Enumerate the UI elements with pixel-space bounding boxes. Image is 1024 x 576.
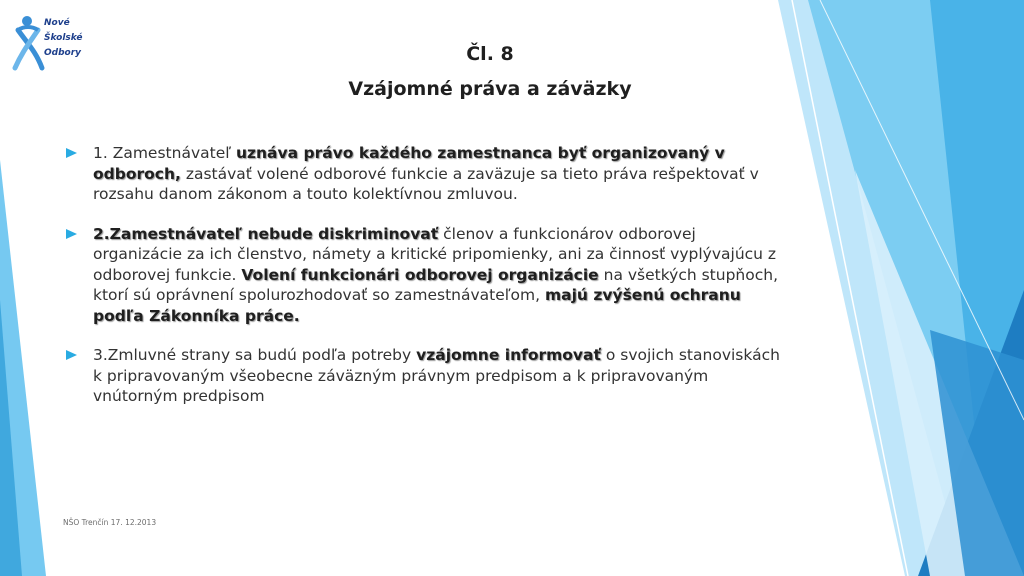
text-run: na všetkých stupňoch, ktorí sú oprávnení spolurozhodovať so zamestnávateľom,	[93, 265, 778, 304]
text-run: o svojich stanoviskách k pripravovaným všeobecne záväzným právnym predpisom a k pripravovaným vnútorným predpisom	[93, 346, 780, 405]
bullet-item-3	[66, 345, 781, 407]
ribbon-icon	[12, 14, 46, 72]
logo-line-3: Odbory	[44, 48, 82, 58]
text-run: členov a funkcionárov odborovej organizácie za ich členstvo, námety a kritické pripomienky, ani za činnosť vyplývajúcu z odborovej funkcie.	[93, 224, 777, 284]
item-text	[93, 225, 778, 325]
bullet-item-1	[66, 143, 781, 205]
bullet-arrow-icon	[66, 148, 77, 158]
item-text	[93, 346, 780, 405]
bullet-arrow-icon	[66, 350, 77, 360]
highlight-run: Volení funkcionári odborovej organizácie	[241, 265, 599, 284]
bullet-item-2	[66, 224, 781, 327]
highlight-run: majú zvýšenú ochranu podľa Zákonníka práce.	[93, 286, 741, 325]
highlight-run: 2.Zamestnávateľ nebude diskriminovať	[93, 224, 439, 243]
item-text	[93, 144, 759, 203]
logo-text	[44, 16, 83, 61]
bullet-arrow-icon	[66, 229, 77, 239]
slide-title: Vzájomné práva a záväzky	[348, 78, 632, 100]
logo-line-2: Školské	[44, 33, 83, 43]
logo	[12, 14, 122, 74]
text-run: zastávať volené odborové funkcie a zaväzuje sa tieto práva rešpektovať v rozsahu danom zákonom a touto kolektívnou zmluvou.	[93, 164, 759, 203]
slide-title-article: Čl. 8	[466, 43, 514, 65]
text-run: 3.Zmluvné strany sa budú podľa potreby	[93, 346, 417, 364]
content-body	[66, 143, 781, 407]
logo-line-1: Nové	[44, 18, 70, 28]
highlight-run: vzájomne informovať	[416, 346, 601, 364]
text-run: 1. Zamestnávateľ	[93, 144, 236, 162]
highlight-run: uznáva právo každého zamestnanca byť organizovaný v odboroch,	[93, 144, 725, 183]
footer-text: NŠO Trenčín 17. 12.2013	[63, 518, 157, 527]
